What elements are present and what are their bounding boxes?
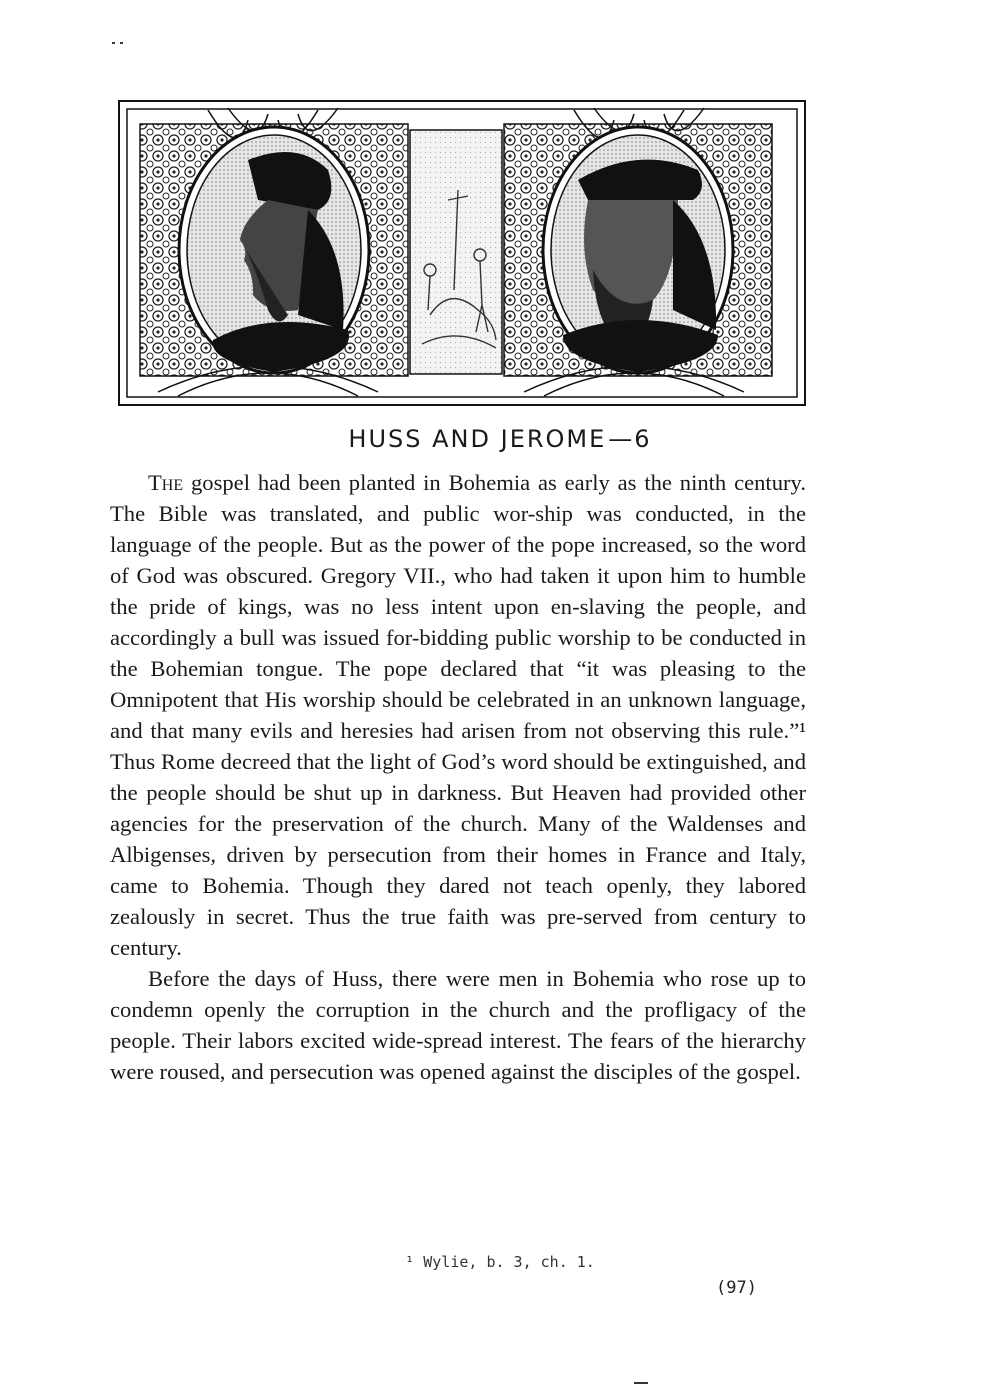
chapter-title: HUSS AND JEROME <box>348 425 607 453</box>
paragraph <box>110 963 806 1087</box>
chapter-heading <box>0 425 1000 453</box>
footnote: ¹ Wylie, b. 3, ch. 1. <box>405 1253 595 1271</box>
paragraph-text: gospel had been planted in Bohemia as early as the ninth century. The Bible was translated, and public wor-ship was conducted, in the language of the people. But as the power of the pope increased, so the word of God was obscured. Gregory VII., who had taken it upon him to humble the pride of kings, was no less intent upon en-slaving the people, and accordingly a bull was issued for-bidding public worship to be conducted in the Bohemian tongue. The pope declared that “it was pleasing to the Omnipotent that His worship should be celebrated in an unknown language, and that many evils and heresies had arisen from not observing this rule.”¹ Thus Rome decreed that the light of God’s word should be extinguished, and the people should be shut up in darkness. But Heaven had provided other agencies for the preservation of the church. Many of the Waldenses and Albigenses, driven by persecution from their homes in France and Italy, came to Bohemia. Though they dared not teach openly, they labored zealously in secret. Thus the true faith was pre-served from century to century. <box>110 470 806 960</box>
paragraph <box>110 467 806 963</box>
scan-speck <box>634 1382 648 1384</box>
chapter-dash: — <box>608 425 633 453</box>
page-number: (97) <box>716 1278 757 1298</box>
paragraph-lead-word: The <box>148 470 184 495</box>
paragraph-text: Before the days of Huss, there were men in Bohemia who rose up to condemn openly the corruption in the church and the profligacy of the people. Their labors excited wide-spread interest. The fears of the hierarchy were roused, and persecution was opened against the disciples of the gospel. <box>110 966 806 1084</box>
header-illustration <box>118 100 806 406</box>
chapter-number: 6 <box>634 425 652 453</box>
scan-speck <box>120 42 123 44</box>
scan-speck <box>112 42 115 44</box>
body-text <box>110 467 806 1087</box>
